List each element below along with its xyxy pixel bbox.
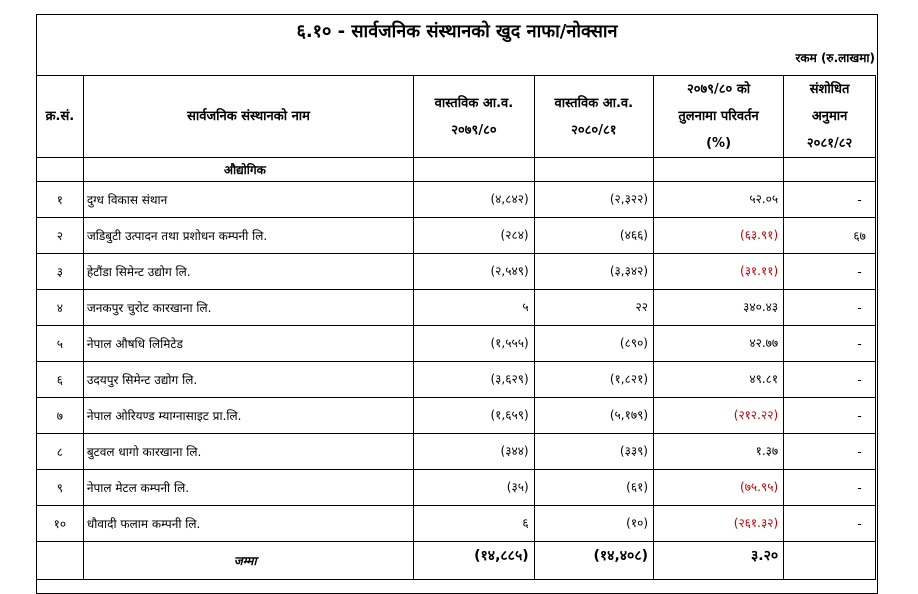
cell-revised: ६७ — [784, 218, 876, 254]
header-actual-2079 — [414, 76, 534, 158]
header-change — [654, 76, 784, 158]
cell-name: नेपाल ओरियण्ड म्याग्नासाइट प्रा.लि. — [83, 398, 413, 434]
table-row — [37, 434, 876, 470]
header-change-line3: (%) — [706, 136, 732, 151]
cell-name: उदयपुर सिमेन्ट उद्योग लि. — [83, 362, 413, 398]
cell-actual-2079: (२८४) — [414, 218, 534, 254]
cell-actual-2079: (३५) — [414, 470, 534, 506]
cell-actual-2079: (३,६२९) — [414, 362, 534, 398]
cell-change: (६३.९१) — [654, 218, 784, 254]
header-revised-line3: २०८१/८२ — [806, 136, 853, 151]
category-label: औद्योगिक — [83, 158, 413, 182]
total-label: जम्मा — [83, 542, 413, 580]
cell-actual-2080: (६१) — [534, 470, 653, 506]
header-actual-2080-line2: २०८०/८१ — [571, 122, 617, 138]
cell-sn: ५ — [37, 326, 84, 362]
cell-revised: - — [784, 254, 876, 290]
header-actual-2080-line1: वास्तविक आ.व. — [554, 95, 634, 111]
cell-revised: - — [784, 398, 876, 434]
total-actual-2079: (१४,८८५) — [414, 542, 534, 580]
cell-name: नेपाल मेटल कम्पनी लि. — [83, 470, 413, 506]
total-row — [37, 542, 876, 580]
total-change: ३.२० — [654, 542, 784, 580]
cell-revised: - — [784, 506, 876, 542]
cell-name: नेपाल औषधि लिमिटेड — [83, 326, 413, 362]
header-change-line1: २०७९/८० को — [686, 82, 751, 97]
cell-revised: - — [784, 470, 876, 506]
cell-change: १.३७ — [654, 434, 784, 470]
cell-revised: - — [784, 362, 876, 398]
cell-name: जनकपुर चुरोट कारखाना लि. — [83, 290, 413, 326]
table-row — [37, 218, 876, 254]
cell-revised: - — [784, 326, 876, 362]
cell-sn: ७ — [37, 398, 84, 434]
header-actual-2079-line2: २०७९/८० — [451, 122, 497, 138]
header-actual-2079-line1: वास्तविक आ.व. — [434, 95, 514, 111]
table-row — [37, 362, 876, 398]
header-sn: क्र.सं. — [37, 76, 84, 158]
cell-sn: ८ — [37, 434, 84, 470]
cell-change: ३४०.४३ — [654, 290, 784, 326]
table-row — [37, 254, 876, 290]
cell-revised: - — [784, 290, 876, 326]
cell-sn: २ — [37, 218, 84, 254]
cell-revised: - — [784, 434, 876, 470]
unit-label: रकम (रु.लाखमा) — [795, 51, 875, 65]
report-frame — [36, 14, 878, 594]
cell-actual-2079: (२,५४९) — [414, 254, 534, 290]
cell-sn: १ — [37, 182, 84, 218]
cell-revised: - — [784, 182, 876, 218]
header-revised-line2: अनुमान — [811, 109, 848, 124]
cell-sn: १० — [37, 506, 84, 542]
cell-actual-2080: (३३९) — [534, 434, 653, 470]
cell-actual-2080: (३,३४२) — [534, 254, 653, 290]
cell-actual-2079: (३४४) — [414, 434, 534, 470]
profit-loss-table — [36, 75, 876, 580]
cell-actual-2080: (१,८२१) — [534, 362, 653, 398]
cell-sn: ४ — [37, 290, 84, 326]
cell-name: जडिबुटी उत्पादन तथा प्रशोधन कम्पनी लि. — [83, 218, 413, 254]
cell-actual-2079: (४,८४२) — [414, 182, 534, 218]
cell-name: हेटौंडा सिमेन्ट उद्योग लि. — [83, 254, 413, 290]
total-actual-2080: (१४,४०८) — [534, 542, 653, 580]
cell-actual-2080: २२ — [534, 290, 653, 326]
cell-name: धौवादी फलाम कम्पनी लि. — [83, 506, 413, 542]
cell-change: (२१२.२२) — [654, 398, 784, 434]
cell-actual-2079: ५ — [414, 290, 534, 326]
cell-change: (३१.११) — [654, 254, 784, 290]
category-row — [37, 158, 876, 182]
header-revised — [784, 76, 876, 158]
cell-actual-2079: ६ — [414, 506, 534, 542]
cell-name: बुटवल धागो कारखाना लि. — [83, 434, 413, 470]
cell-change: (७५.९५) — [654, 470, 784, 506]
header-name: सार्वजनिक संस्थानको नाम — [83, 76, 413, 158]
cell-change: (२६१.३२) — [654, 506, 784, 542]
cell-change: ५२.०५ — [654, 182, 784, 218]
cell-actual-2079: (१,६५९) — [414, 398, 534, 434]
cell-actual-2079: (१,५५५) — [414, 326, 534, 362]
cell-change: ४९.८१ — [654, 362, 784, 398]
header-actual-2080 — [534, 76, 653, 158]
table-row — [37, 506, 876, 542]
cell-sn: ६ — [37, 362, 84, 398]
table-row — [37, 326, 876, 362]
table-row — [37, 290, 876, 326]
table-row — [37, 182, 876, 218]
cell-sn: ३ — [37, 254, 84, 290]
table-row — [37, 470, 876, 506]
total-revised — [784, 542, 876, 580]
cell-actual-2080: (१०) — [534, 506, 653, 542]
cell-sn: ९ — [37, 470, 84, 506]
cell-actual-2080: (८९०) — [534, 326, 653, 362]
cell-change: ४२.७७ — [654, 326, 784, 362]
cell-actual-2080: (२,३२२) — [534, 182, 653, 218]
header-row — [37, 76, 876, 158]
page-title: ६.१० - सार्वजनिक संस्थानको खुद नाफा/नोक्सान — [296, 21, 618, 42]
cell-name: दुग्ध विकास संथान — [83, 182, 413, 218]
header-change-line2: तुलनामा परिवर्तन — [678, 109, 759, 124]
table-row — [37, 398, 876, 434]
cell-actual-2080: (५,१७९) — [534, 398, 653, 434]
cell-actual-2080: (४६६) — [534, 218, 653, 254]
header-revised-line1: संशोधित — [809, 82, 850, 97]
